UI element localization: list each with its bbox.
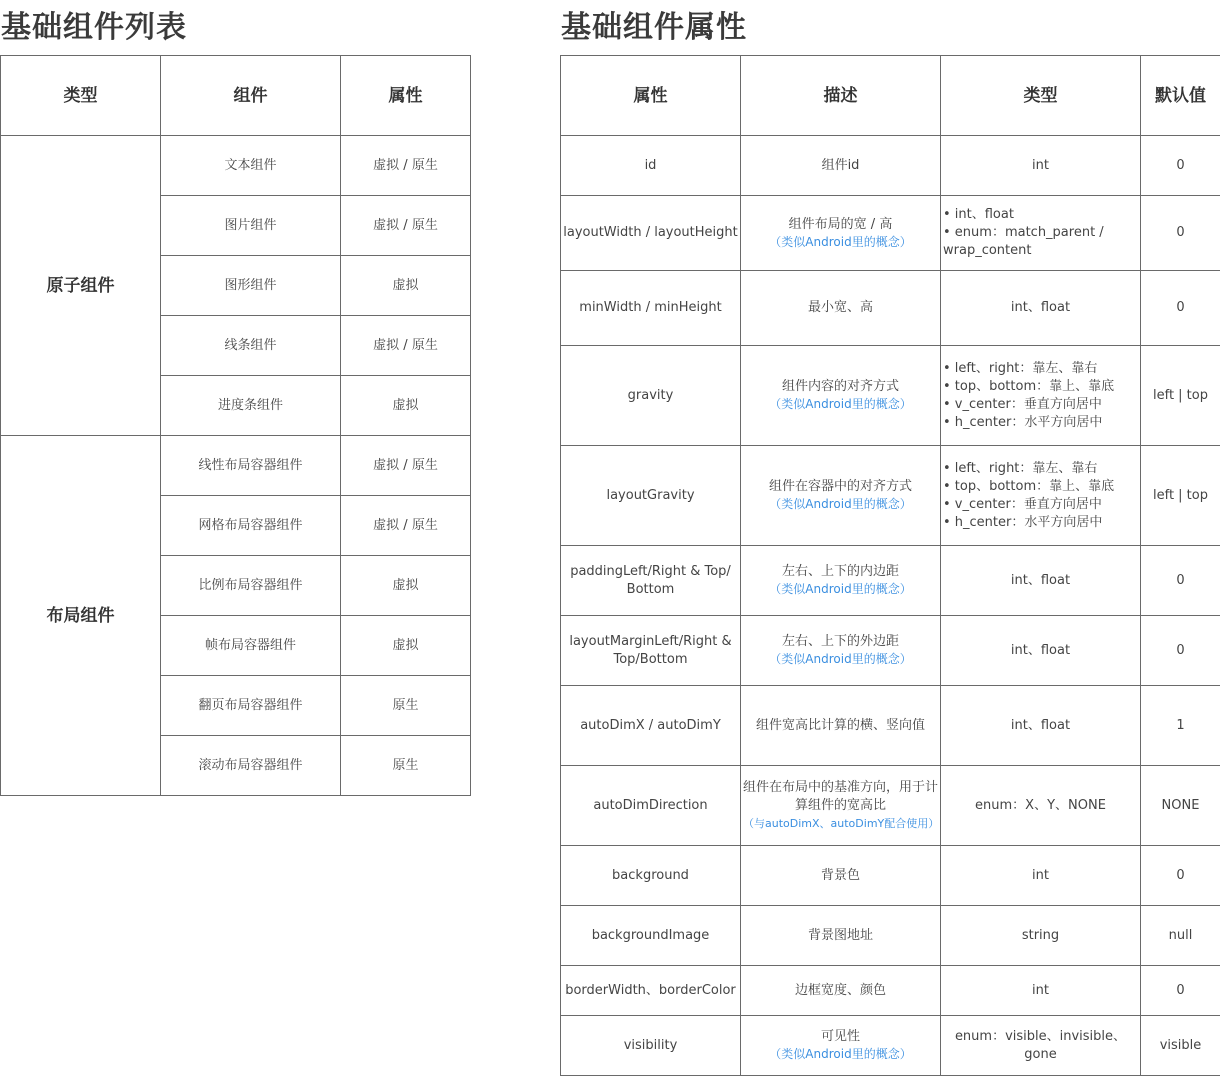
description-cell [741, 446, 941, 546]
component-cell: 滚动布局容器组件 [161, 736, 341, 796]
type-text: int [1032, 868, 1049, 883]
description-cell [741, 906, 941, 966]
type-cell: 原子组件 [1, 136, 161, 436]
type-cell [941, 966, 1141, 1016]
table-row [561, 966, 1220, 1016]
type-text: enum：X、Y、NONE [975, 798, 1106, 813]
attribute-cell: 虚拟 [341, 376, 471, 436]
default-cell: 0 [1141, 546, 1220, 616]
component-list-body [1, 136, 471, 796]
component-cell: 文本组件 [161, 136, 341, 196]
description-text: 可见性 [743, 1028, 938, 1046]
type-text: int、float [1011, 300, 1070, 315]
type-line: • top、bottom：靠上、靠底 [943, 478, 1138, 496]
description-note: （类似Android里的概念） [743, 234, 938, 251]
table-row [561, 196, 1220, 271]
table-row [561, 846, 1220, 906]
attribute-cell: 虚拟 / 原生 [341, 136, 471, 196]
default-cell: visible [1141, 1016, 1220, 1076]
table-row [561, 446, 1220, 546]
type-cell [941, 446, 1141, 546]
header-default: 默认值 [1141, 56, 1220, 136]
type-cell [941, 906, 1141, 966]
description-text: 组件内容的对齐方式 [743, 378, 938, 396]
type-text: int、float [1011, 643, 1070, 658]
header-description: 描述 [741, 56, 941, 136]
description-note: （类似Android里的概念） [743, 1046, 938, 1063]
table-row [561, 136, 1220, 196]
description-cell [741, 346, 941, 446]
header-type: 类型 [941, 56, 1141, 136]
type-line: • left、right：靠左、靠右 [943, 360, 1138, 378]
description-text: 组件在容器中的对齐方式 [743, 478, 938, 496]
description-note: （与autoDimX、autoDimY配合使用） [743, 815, 938, 832]
description-cell [741, 1016, 941, 1076]
attribute-name-cell: visibility [561, 1016, 741, 1076]
description-cell [741, 616, 941, 686]
description-cell [741, 196, 941, 271]
component-cell: 帧布局容器组件 [161, 616, 341, 676]
component-cell: 图形组件 [161, 256, 341, 316]
type-text: int、float [1011, 573, 1070, 588]
attribute-cell: 原生 [341, 736, 471, 796]
description-note: （类似Android里的概念） [743, 496, 938, 513]
table-row [561, 546, 1220, 616]
attribute-cell: 虚拟 [341, 556, 471, 616]
default-cell: 0 [1141, 136, 1220, 196]
type-text: int [1032, 983, 1049, 998]
type-cell [941, 616, 1141, 686]
component-list-table [0, 55, 471, 796]
component-cell: 线条组件 [161, 316, 341, 376]
component-cell: 线性布局容器组件 [161, 436, 341, 496]
attribute-name-cell: layoutMarginLeft/Right & Top/Bottom [561, 616, 741, 686]
component-cell: 比例布局容器组件 [161, 556, 341, 616]
attribute-name-cell: gravity [561, 346, 741, 446]
attribute-name-cell: backgroundImage [561, 906, 741, 966]
type-text: string [1022, 928, 1059, 943]
attribute-cell: 虚拟 / 原生 [341, 316, 471, 376]
table-row [561, 686, 1220, 766]
description-cell [741, 766, 941, 846]
default-cell: 0 [1141, 846, 1220, 906]
default-cell: left | top [1141, 346, 1220, 446]
attribute-cell: 虚拟 / 原生 [341, 496, 471, 556]
default-cell: null [1141, 906, 1220, 966]
description-cell [741, 966, 941, 1016]
type-cell [941, 686, 1141, 766]
default-cell: 0 [1141, 271, 1220, 346]
description-text: 左右、上下的外边距 [743, 633, 938, 651]
description-cell [741, 546, 941, 616]
type-line: • v_center：垂直方向居中 [943, 396, 1138, 414]
type-cell [941, 196, 1141, 271]
component-cell: 图片组件 [161, 196, 341, 256]
attribute-name-cell: autoDimDirection [561, 766, 741, 846]
description-cell [741, 846, 941, 906]
description-text: 组件id [743, 157, 938, 175]
type-cell [941, 136, 1141, 196]
attribute-name-cell: autoDimX / autoDimY [561, 686, 741, 766]
description-text: 组件宽高比计算的横、竖向值 [743, 717, 938, 735]
type-text: int、float [1011, 718, 1070, 733]
description-text: 组件在布局中的基准方向，用于计算组件的宽高比 [743, 779, 938, 815]
type-line: • h_center：水平方向居中 [943, 514, 1138, 532]
description-text: 左右、上下的内边距 [743, 563, 938, 581]
default-cell: 0 [1141, 616, 1220, 686]
description-cell [741, 136, 941, 196]
attribute-cell: 虚拟 / 原生 [341, 436, 471, 496]
attribute-name-cell: id [561, 136, 741, 196]
attributes-title: 基础组件属性 [561, 2, 747, 46]
description-cell [741, 271, 941, 346]
type-cell [941, 346, 1141, 446]
attribute-name-cell: background [561, 846, 741, 906]
description-text: 最小宽、高 [743, 299, 938, 317]
type-line: • h_center：水平方向居中 [943, 414, 1138, 432]
description-note: （类似Android里的概念） [743, 581, 938, 598]
header-attribute: 属性 [341, 56, 471, 136]
attribute-name-cell: layoutWidth / layoutHeight [561, 196, 741, 271]
type-cell [941, 766, 1141, 846]
type-line: • int、float [943, 206, 1138, 224]
attribute-cell: 虚拟 [341, 256, 471, 316]
attribute-name-cell: paddingLeft/Right & Top/ Bottom [561, 546, 741, 616]
description-text: 边框宽度、颜色 [743, 982, 938, 1000]
table-row [561, 346, 1220, 446]
default-cell: left | top [1141, 446, 1220, 546]
header-attribute: 属性 [561, 56, 741, 136]
default-cell: NONE [1141, 766, 1220, 846]
type-text: enum：visible、invisible、gone [955, 1029, 1126, 1062]
attribute-cell: 虚拟 [341, 616, 471, 676]
component-cell: 翻页布局容器组件 [161, 676, 341, 736]
table-row [561, 1016, 1220, 1076]
type-cell [941, 271, 1141, 346]
type-text: int [1032, 158, 1049, 173]
attributes-body [561, 136, 1220, 1076]
table-row [561, 616, 1220, 686]
description-note: （类似Android里的概念） [743, 396, 938, 413]
component-attributes-table [560, 55, 1220, 1076]
attribute-name-cell: layoutGravity [561, 446, 741, 546]
description-text: 背景图地址 [743, 927, 938, 945]
table-row [1, 136, 471, 196]
type-line: • v_center：垂直方向居中 [943, 496, 1138, 514]
default-cell: 1 [1141, 686, 1220, 766]
list-title: 基础组件列表 [1, 2, 187, 46]
type-cell [941, 546, 1141, 616]
description-text: 背景色 [743, 867, 938, 885]
description-cell [741, 686, 941, 766]
attribute-cell: 原生 [341, 676, 471, 736]
attribute-cell: 虚拟 / 原生 [341, 196, 471, 256]
header-component: 组件 [161, 56, 341, 136]
table-row [561, 906, 1220, 966]
table-row [1, 436, 471, 496]
type-line: • top、bottom：靠上、靠底 [943, 378, 1138, 396]
table-row [561, 766, 1220, 846]
header-type: 类型 [1, 56, 161, 136]
description-note: （类似Android里的概念） [743, 651, 938, 668]
type-line: • left、right：靠左、靠右 [943, 460, 1138, 478]
component-cell: 进度条组件 [161, 376, 341, 436]
type-cell [941, 1016, 1141, 1076]
table-row [561, 271, 1220, 346]
component-cell: 网格布局容器组件 [161, 496, 341, 556]
attribute-name-cell: borderWidth、borderColor [561, 966, 741, 1016]
description-text: 组件布局的宽 / 高 [743, 216, 938, 234]
default-cell: 0 [1141, 966, 1220, 1016]
attribute-name-cell: minWidth / minHeight [561, 271, 741, 346]
type-cell [941, 846, 1141, 906]
type-line: • enum：match_parent / wrap_content [943, 224, 1138, 260]
default-cell: 0 [1141, 196, 1220, 271]
type-cell: 布局组件 [1, 436, 161, 796]
